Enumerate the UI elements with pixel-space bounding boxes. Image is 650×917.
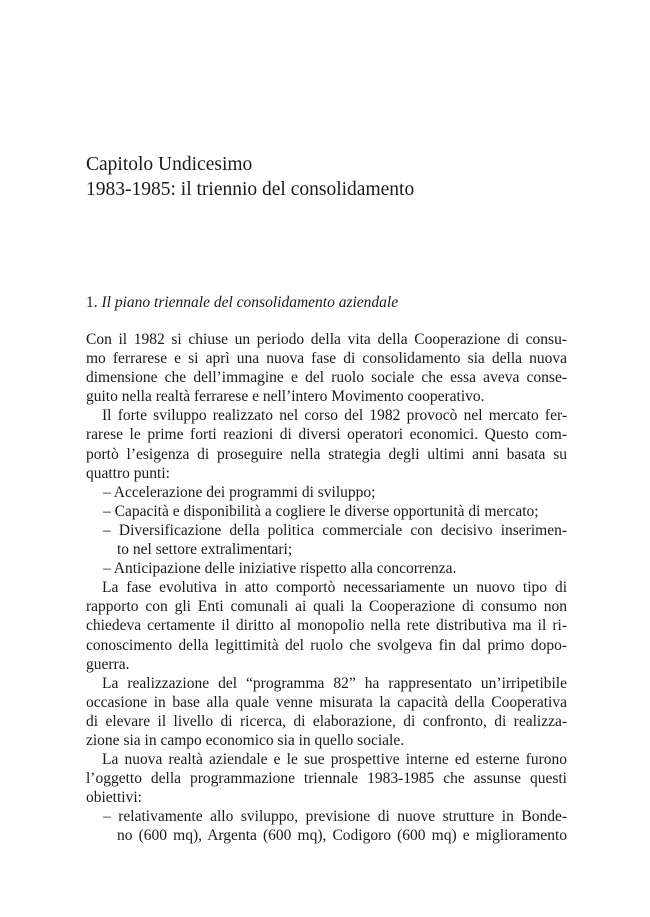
text-line: chiedeva certamente il diritto al monopolio nella rete distributiva ma il ri-: [86, 617, 567, 635]
text-line: di elevare il livello di ricerca, di elaborazione, di confronto, di realizza-: [86, 712, 567, 730]
text-line: obiettivi:: [86, 789, 142, 807]
section-title: Il piano triennale del consolidamento aziendale: [101, 294, 399, 311]
text-line: l’oggetto della programmazione triennale 1983-1985 che assunse questi: [86, 770, 567, 788]
text-line: La fase evolutiva in atto comportò necessariamente un nuovo tipo di: [102, 579, 567, 597]
text-line: occasione in base alla quale venne misurata la capacità della Cooperativa: [86, 693, 567, 711]
text-line: quattro punti:: [86, 464, 170, 482]
list-item-line: – Diversificazione della politica commerciale con decisivo inserimen-: [103, 521, 567, 539]
chapter-label: Capitolo Undicesimo: [86, 154, 253, 175]
text-line: guito nella realtà ferrarese e nell’intero Movimento cooperativo.: [86, 388, 485, 406]
chapter-title: 1983-1985: il triennio del consolidamento: [86, 179, 415, 200]
chapter-heading: [86, 152, 606, 202]
list-item-line: – relativamente allo sviluppo, previsione di nuove strutture in Bonde-: [103, 808, 567, 826]
text-line: zione sia in campo economico sia in quello sociale.: [86, 731, 405, 749]
section-number: 1.: [86, 294, 98, 311]
text-line: rapporto con gli Enti comunali ai quali la Cooperazione di consumo non: [86, 598, 567, 616]
text-line: mo ferrarese e si aprì una nuova fase di consolidamento sia della nuova: [86, 350, 567, 368]
text-line: La nuova realtà aziendale e le sue prospettive interne ed esterne furono: [102, 751, 567, 769]
text-line: La realizzazione del “programma 82” ha rappresentato un’irripetibile: [102, 674, 567, 692]
text-line: Il forte sviluppo realizzato nel corso del 1982 provocò nel mercato fer-: [102, 407, 567, 425]
text-line: to nel settore extralimentari;: [117, 541, 293, 559]
list-item-line: – Accelerazione dei programmi di sviluppo;: [103, 483, 376, 501]
text-line: dimensione che dell’immagine e del ruolo sociale che essa aveva conse-: [86, 369, 567, 387]
text-line: conoscimento della legittimità del ruolo che svolgeva fin dal primo dopo-: [86, 636, 567, 654]
list-item-line: – Capacità e disponibilità a cogliere le diverse opportunità di mercato;: [103, 502, 539, 520]
text-line: portò l’esigenza di proseguire nella strategia degli ultimi anni basata su: [86, 445, 567, 463]
list-item-line: – Anticipazione delle iniziative rispetto alla concorrenza.: [103, 560, 457, 578]
text-line: Con il 1982 si chiuse un periodo della vita della Cooperazione di consu-: [86, 331, 567, 348]
body-text: [86, 330, 567, 846]
text-line: no (600 mq), Argenta (600 mq), Codigoro (600 mq) e miglioramento: [117, 827, 567, 845]
text-line: guerra.: [86, 655, 130, 673]
section-heading: [86, 293, 398, 312]
text-line: rarese le prime forti reazioni di diversi operatori economici. Questo com-: [86, 426, 567, 444]
